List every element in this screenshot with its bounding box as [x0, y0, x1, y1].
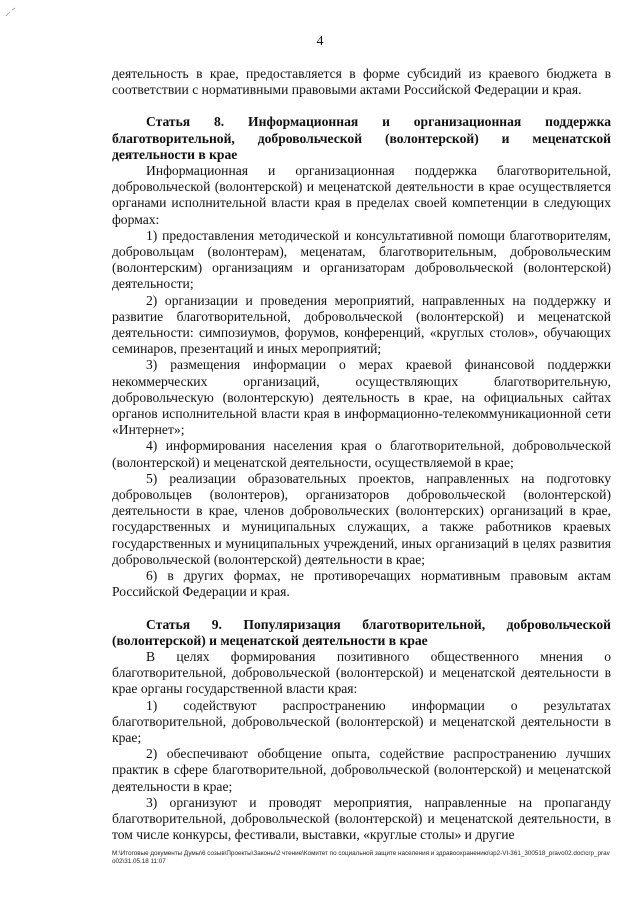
page-number: 4 [316, 34, 324, 49]
list-item-1: 1) предоставления методической и консультативной помощи благотворителям, добровольцам (волонтерам), меценатам, благотворительным, добровольческим (волонтерским) организациям и организаторам добровольческой (волонтерской) деятельности; [112, 227, 611, 292]
document-body [112, 66, 611, 843]
scan-mark-icon [4, 6, 24, 20]
paragraph: В целях формирования позитивного общественного мнения о благотворительной, добровольческой (волонтерской) и меценатской деятельности в крае органы государственной власти края: [112, 648, 611, 697]
paragraph: Информационная и организационная поддержка благотворительной, добровольческой (волонтерской) и меценатской деятельности в крае осуществляется органами исполнительной власти края в пределах своей компетенции в следующих формах: [112, 163, 611, 227]
list-item-3: 3) организуют и проводят мероприятия, направленные на пропаганду благотворительной, добровольческой (волонтерской) и меценатской деятельности, в том числе конкурсы, фестивали, выставки, «круглые столы» и другие [112, 794, 611, 843]
list-item-3: 3) размещения информации о мерах краевой финансовой поддержки некоммерческих организаций, осуществляющих благотворительную, добровольческую (волонтерскую) деятельность в крае, на официальных сайтах органов исполнительной власти края в информационно-телекоммуникационной сети «Интернет»; [112, 357, 611, 438]
list-item-5: 5) реализации образовательных проектов, направленных на подготовку добровольцев (волонтеров), организаторов добровольческой (волонтерской) деятельности в крае, членов добровольческих (волонтерских) организаций в крае, государственных и муниципальных служащих, а также работников краевых государственных и муниципальных учреждений, иных организаций в целях развития добровольческой (волонтерской) деятельности в крае; [112, 470, 611, 567]
article-8-heading: Статья 8. Информационная и организационная поддержка благотворительной, добровольческой (волонтерской) и меценатской деятельности в крае [112, 114, 611, 162]
paragraph-continuation: деятельность в крае, предоставляется в форме субсидий из краевого бюджета в соответствии с нормативными правовыми актами Российской Федерации и края. [112, 66, 611, 98]
list-item-2: 2) обеспечивают обобщение опыта, содействие распространению лучших практик в сфере благотворительной, добровольческой (волонтерской) и меценатской деятельности в крае; [112, 746, 611, 794]
list-item-4: 4) информирования населения края о благотворительной, добровольческой (волонтерской) и меценатской деятельности, осуществляемой в крае; [112, 438, 611, 470]
list-item-2: 2) организации и проведения мероприятий, направленных на поддержку и развитие благотворительной, добровольческой (волонтерской) и меценатской деятельности: симпозиумов, форумов, конференций, «круглых столов», обучающих семинаров, презентаций и иных мероприятий; [112, 292, 611, 357]
list-item-1: 1) содействуют распространению информации о результатах благотворительной, добровольческой (волонтерской) и меценатской деятельности в крае; [112, 697, 611, 745]
list-item-6: 6) в других формах, не противоречащих нормативным правовым актам Российской Федерации и края. [112, 568, 611, 600]
article-9-heading: Статья 9. Популяризация благотворительной, добровольческой (волонтерской) и меценатской деятельности в крае [112, 616, 611, 648]
file-path-footer: M:\Итоговые документы Думы\6 созыв\Проекты\Законы\2 чтение\Комитет по социальной защите населения и здравоохранению\зр2-VI-361_300518_pravo02.doc\crp_pravo02\31.05.18 11:07 [112, 850, 610, 865]
